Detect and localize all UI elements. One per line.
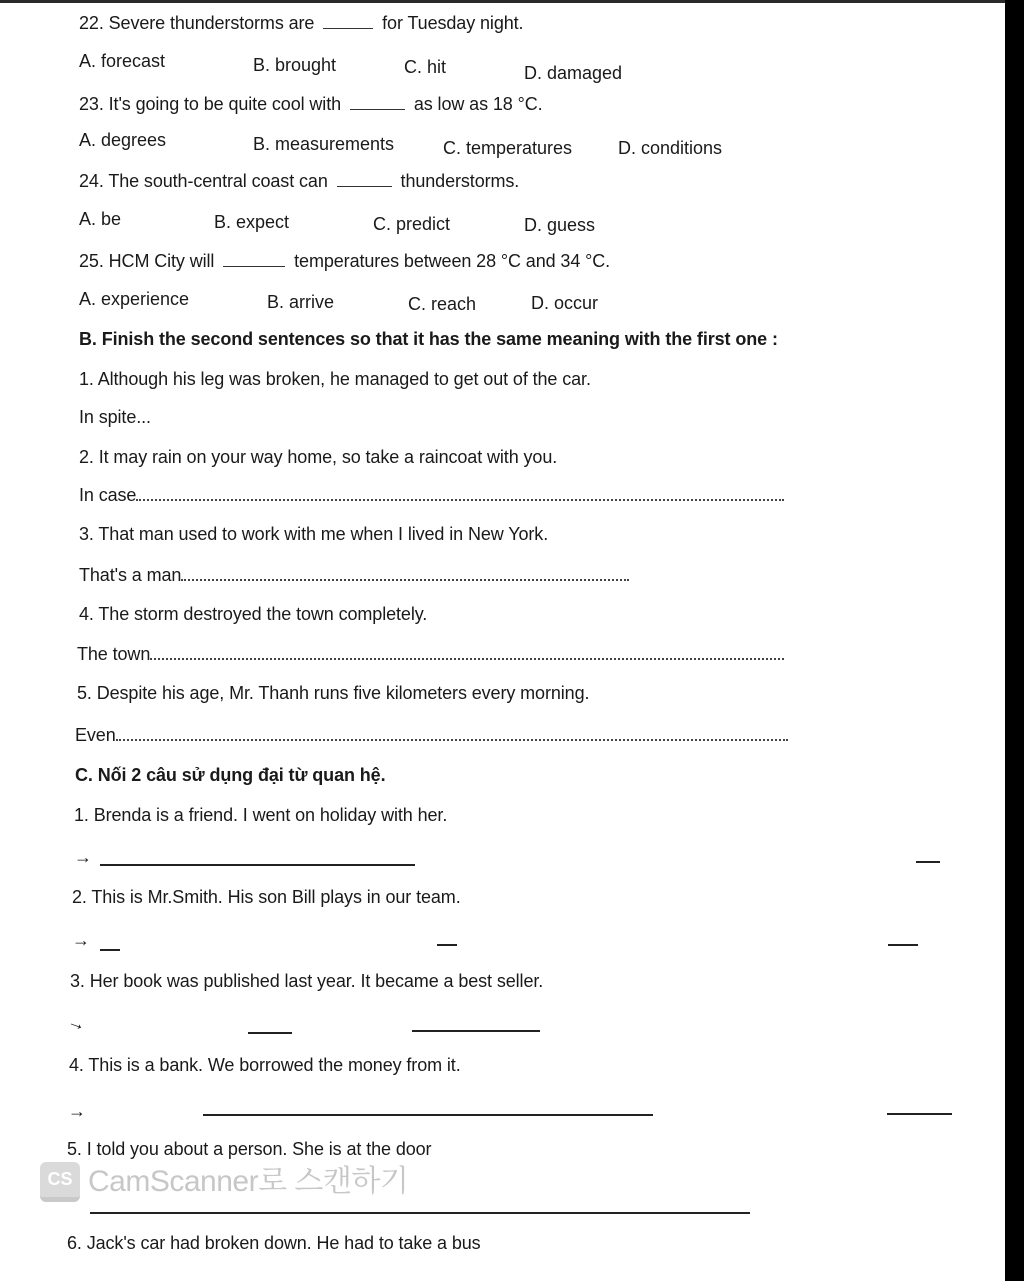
answer-line[interactable] (100, 864, 415, 866)
option-d[interactable]: D. conditions (618, 138, 723, 158)
answer-line[interactable] (412, 1030, 540, 1032)
question-24 (79, 170, 519, 192)
option-d[interactable]: D. occur (531, 293, 599, 313)
section-c-item-2: 2. This is Mr.Smith. His son Bill plays in our team. (72, 887, 461, 907)
section-b-item-5-answer[interactable] (75, 724, 788, 746)
section-c-item-1: 1. Brenda is a friend. I went on holiday with her. (74, 805, 448, 825)
arrow-icon: → (72, 930, 90, 950)
answer-blank[interactable] (323, 27, 373, 29)
answer-line[interactable] (100, 949, 120, 951)
section-c-item-6: 6. Jack's car had broken down. He had to take a bus (67, 1233, 481, 1253)
answer-prompt: Even (75, 725, 116, 745)
question-text-before: Severe thunderstorms are (108, 13, 315, 33)
answer-blank[interactable] (350, 108, 405, 110)
section-c-item-5: 5. I told you about a person. She is at the door (67, 1139, 432, 1159)
question-number: 25. (79, 251, 104, 271)
option-b[interactable]: B. arrive (267, 292, 335, 312)
option-c[interactable]: C. hit (404, 57, 447, 77)
section-c-item-3: 3. Her book was published last year. It became a best seller. (70, 971, 544, 991)
answer-line[interactable] (90, 1212, 750, 1214)
question-text-before: HCM City will (108, 251, 215, 271)
option-d[interactable]: D. guess (524, 215, 596, 235)
question-text-after: as low as 18 °C. (413, 94, 543, 114)
question-text-before: It's going to be quite cool with (108, 94, 342, 114)
answer-line-fragment (888, 944, 918, 946)
answer-prompt: That's a man (79, 565, 182, 585)
camscanner-watermark (40, 1162, 408, 1202)
answer-blank[interactable] (223, 265, 285, 267)
section-c-heading: C. Nối 2 câu sử dụng đại từ quan hệ. (75, 765, 386, 785)
top-edge-rule (0, 0, 1006, 3)
answer-line-fragment (437, 944, 457, 946)
answer-line-fragment (887, 1113, 952, 1115)
question-23 (79, 93, 543, 115)
option-a[interactable]: A. be (79, 209, 122, 229)
arrow-icon: → (65, 1010, 89, 1036)
section-b-heading: B. Finish the second sentences so that it has the same meaning with the first one : (79, 329, 778, 349)
answer-dotted-line[interactable] (150, 656, 784, 660)
option-c[interactable]: C. temperatures (443, 138, 573, 158)
question-number: 22. (79, 13, 104, 33)
option-a[interactable]: A. forecast (79, 51, 166, 71)
question-text-after: for Tuesday night. (382, 13, 524, 33)
question-text-after: temperatures between 28 °C and 34 °C. (294, 251, 611, 271)
section-b-item-4-sentence: 4. The storm destroyed the town completely. (79, 604, 428, 624)
section-c-item-4: 4. This is a bank. We borrowed the money from it. (69, 1055, 461, 1075)
answer-blank[interactable] (337, 185, 392, 187)
question-25 (79, 250, 610, 272)
answer-line[interactable] (248, 1032, 292, 1034)
section-b-item-2-answer[interactable] (79, 484, 784, 506)
section-b-item-2-sentence: 2. It may rain on your way home, so take a raincoat with you. (79, 447, 558, 467)
question-text-after: thunderstorms. (400, 171, 520, 191)
question-number: 24. (79, 171, 104, 191)
answer-prompt: In case (79, 485, 137, 505)
scan-right-border (1005, 0, 1024, 1281)
arrow-icon: → (68, 1101, 86, 1121)
question-number: 23. (79, 94, 104, 114)
section-b-item-4-answer[interactable] (77, 643, 784, 665)
section-b-item-3-answer[interactable] (79, 564, 629, 586)
option-a[interactable]: A. degrees (79, 130, 167, 150)
answer-prompt: The town (77, 644, 151, 664)
option-c[interactable]: C. predict (373, 214, 451, 234)
option-c[interactable]: C. reach (408, 294, 477, 314)
section-b-item-1-sentence: 1. Although his leg was broken, he managed to get out of the car. (79, 369, 591, 389)
arrow-icon: → (74, 847, 92, 867)
watermark-text: CamScanner로 스캔하기 (88, 1165, 409, 1198)
section-b-item-1-prompt[interactable]: In spite... (79, 407, 151, 427)
option-d[interactable]: D. damaged (524, 63, 623, 83)
answer-line[interactable] (203, 1114, 653, 1116)
option-a[interactable]: A. experience (79, 289, 190, 309)
option-b[interactable]: B. brought (253, 55, 337, 75)
option-b[interactable]: B. expect (214, 212, 290, 232)
section-b-item-3-sentence: 3. That man used to work with me when I lived in New York. (79, 524, 549, 544)
answer-dotted-line[interactable] (181, 577, 629, 581)
question-22 (79, 12, 523, 34)
answer-dotted-line[interactable] (116, 737, 788, 741)
answer-line-fragment (916, 861, 940, 863)
section-b-item-5-sentence: 5. Despite his age, Mr. Thanh runs five kilometers every morning. (77, 683, 590, 703)
option-b[interactable]: B. measurements (253, 134, 395, 154)
answer-dotted-line[interactable] (136, 497, 784, 501)
question-text-before: The south-central coast can (108, 171, 328, 191)
camscanner-logo-icon: CS (40, 1162, 80, 1202)
